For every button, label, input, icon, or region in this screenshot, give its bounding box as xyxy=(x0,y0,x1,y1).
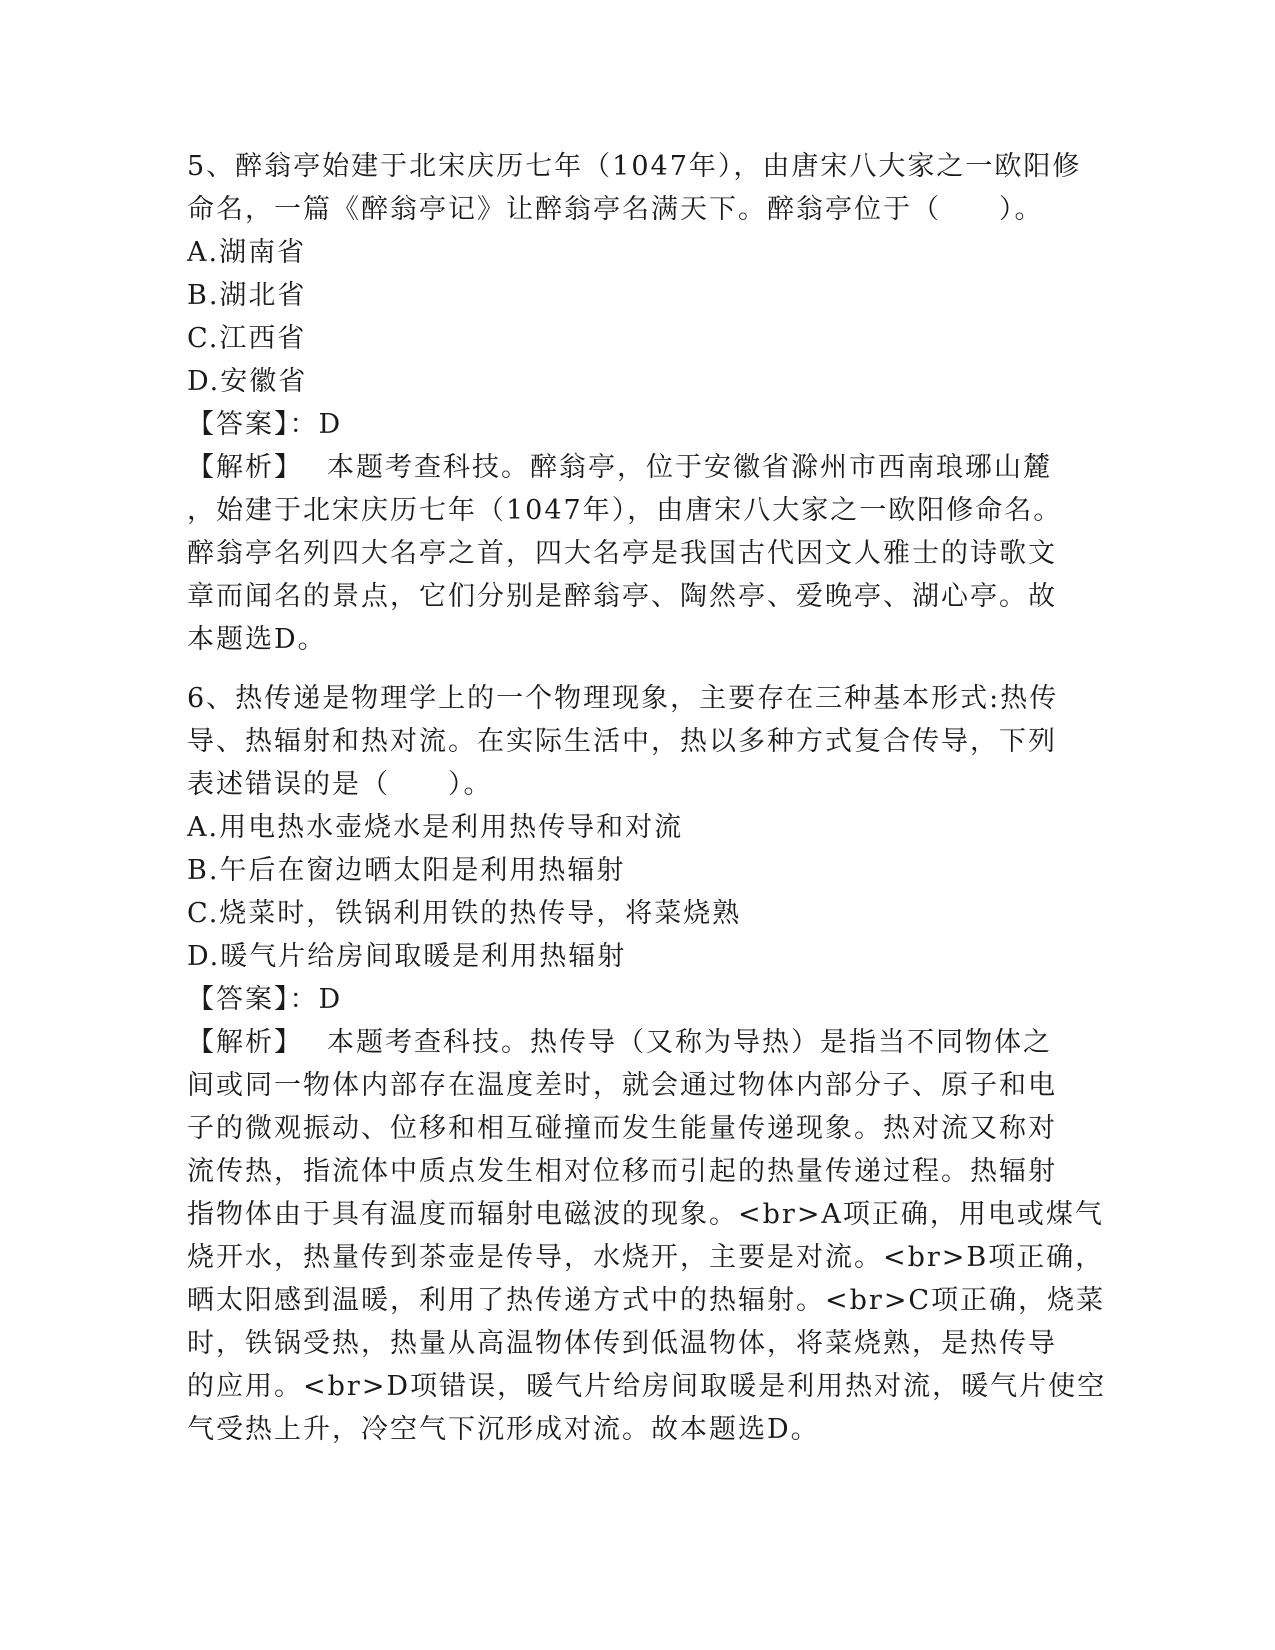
explanation-line xyxy=(187,446,1082,489)
explanation-line: 子的微观振动、位移和相互碰撞而发生能量传递现象。热对流又称对 xyxy=(187,1113,1057,1144)
option-d: D.暖气片给房间取暖是利用热辐射 xyxy=(187,941,627,972)
explanation-line: 气受热上升，冷空气下沉形成对流。故本题选D。 xyxy=(187,1414,820,1445)
explanation-label: 【解析】 xyxy=(187,452,303,483)
question-stem-line: 导、热辐射和热对流。在实际生活中，热以多种方式复合传导，下列 xyxy=(187,726,1057,757)
answer-line xyxy=(187,978,1082,1021)
option-a: A.用电热水壶烧水是利用热传导和对流 xyxy=(187,812,684,843)
answer-value: D xyxy=(318,984,343,1015)
explanation-line: 本题选D。 xyxy=(187,624,327,655)
explanation-line: 章而闻名的景点，它们分别是醉翁亭、陶然亭、爱晚亭、湖心亭。故 xyxy=(187,581,1057,612)
answer-line xyxy=(187,403,1082,446)
option-c: C.烧菜时，铁锅利用铁的热传导，将菜烧熟 xyxy=(187,898,742,929)
explanation-line: 间或同一物体内部存在温度差时，就会通过物体内部分子、原子和电 xyxy=(187,1070,1057,1101)
document-content xyxy=(187,145,1107,1451)
explanation-line: 流传热，指流体中质点发生相对位移而引起的热量传递过程。热辐射 xyxy=(187,1156,1057,1187)
option-b: B.午后在窗边晒太阳是利用热辐射 xyxy=(187,855,626,886)
explanation-line: 烧开水，热量传到茶壶是传导，水烧开，主要是对流。<br>B项正确， xyxy=(187,1242,1105,1273)
question-stem-line: 6、热传递是物理学上的一个物理现象，主要存在三种基本形式:热传 xyxy=(187,683,1059,714)
explanation-line: 的应用。<br>D项错误，暖气片给房间取暖是利用热对流，暖气片使空 xyxy=(187,1371,1107,1402)
question-stem-line: 表述错误的是（ ）。 xyxy=(187,769,493,800)
explanation-line: 指物体由于具有温度而辐射电磁波的现象。<br>A项正确，用电或煤气 xyxy=(187,1199,1104,1230)
explanation-line: 醉翁亭名列四大名亭之首，四大名亭是我国古代因文人雅士的诗歌文 xyxy=(187,538,1057,569)
option-d: D.安徽省 xyxy=(187,366,308,397)
explanation-text: 本题考查科技。热传导（又称为导热）是指当不同物体之 xyxy=(327,1027,1052,1058)
question-stem-line: 5、醉翁亭始建于北宋庆历七年（1047年），由唐宋八大家之一欧阳修 xyxy=(187,151,1082,182)
question-6 xyxy=(187,677,1107,1451)
answer-value: D xyxy=(318,409,343,440)
question-5 xyxy=(187,145,1082,661)
explanation-line: 时，铁锅受热，热量从高温物体传到低温物体，将菜烧熟，是热传导 xyxy=(187,1328,1057,1359)
answer-label: 【答案】： xyxy=(187,984,319,1015)
explanation-text: 本题考查科技。醉翁亭，位于安徽省滁州市西南琅琊山麓 xyxy=(327,452,1052,483)
explanation-label: 【解析】 xyxy=(187,1027,303,1058)
option-b: B.湖北省 xyxy=(187,280,307,311)
explanation-line: 晒太阳感到温暖，利用了热传递方式中的热辐射。<br>C项正确，烧菜 xyxy=(187,1285,1106,1316)
question-gap xyxy=(187,661,1082,677)
option-a: A.湖南省 xyxy=(187,237,307,268)
option-c: C.江西省 xyxy=(187,323,307,354)
answer-label: 【答案】： xyxy=(187,409,319,440)
explanation-line: ，始建于北宋庆历七年（1047年），由唐宋八大家之一欧阳修命名。 xyxy=(187,495,1063,526)
explanation-line xyxy=(187,1021,1082,1064)
question-stem-line: 命名，一篇《醉翁亭记》让醉翁亭名满天下。醉翁亭位于（ ）。 xyxy=(187,194,1044,225)
